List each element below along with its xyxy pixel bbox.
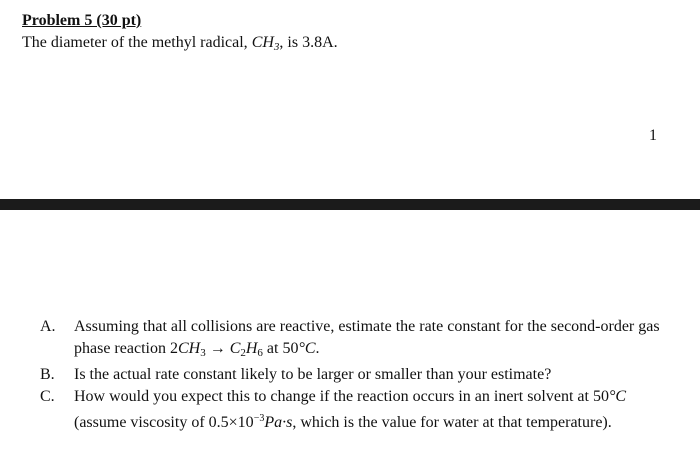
question-letter: A. [40,318,56,335]
question-c [40,386,680,434]
problem-header-section [0,0,700,200]
question-list [40,316,680,434]
page-divider [0,199,700,210]
reaction-equation: $2CH_3 \to C_2H_6$ [169,340,263,359]
question-letter: B. [40,366,55,383]
page-number: 1 [649,127,657,144]
problem-intro [22,34,338,53]
problem-title: Problem 5 (30 pt) [22,12,142,29]
question-b [40,364,680,386]
question-text: Is the actual rate constant likely to be larger or smaller than your estimate? [74,366,552,383]
intro-formula: $CH_3$ [251,34,280,53]
intro-suffix: , is 3.8A. [279,34,338,51]
intro-prefix: The diameter of the methyl radical, [22,34,248,51]
question-letter: C. [40,388,55,405]
question-text: How would you expect this to change if the reaction occurs in an inert solvent at 50°C (assume viscosity of $0.5\times 10^{-3}Pa\cdot s$, which is the value for water at that temperature). [74,388,627,431]
question-a [40,316,680,364]
question-text: Assuming that all collisions are reactive, estimate the rate constant for the second-order gas phase reaction $2CH_3 \to C_2H_6$ at 50°C. [74,318,660,359]
